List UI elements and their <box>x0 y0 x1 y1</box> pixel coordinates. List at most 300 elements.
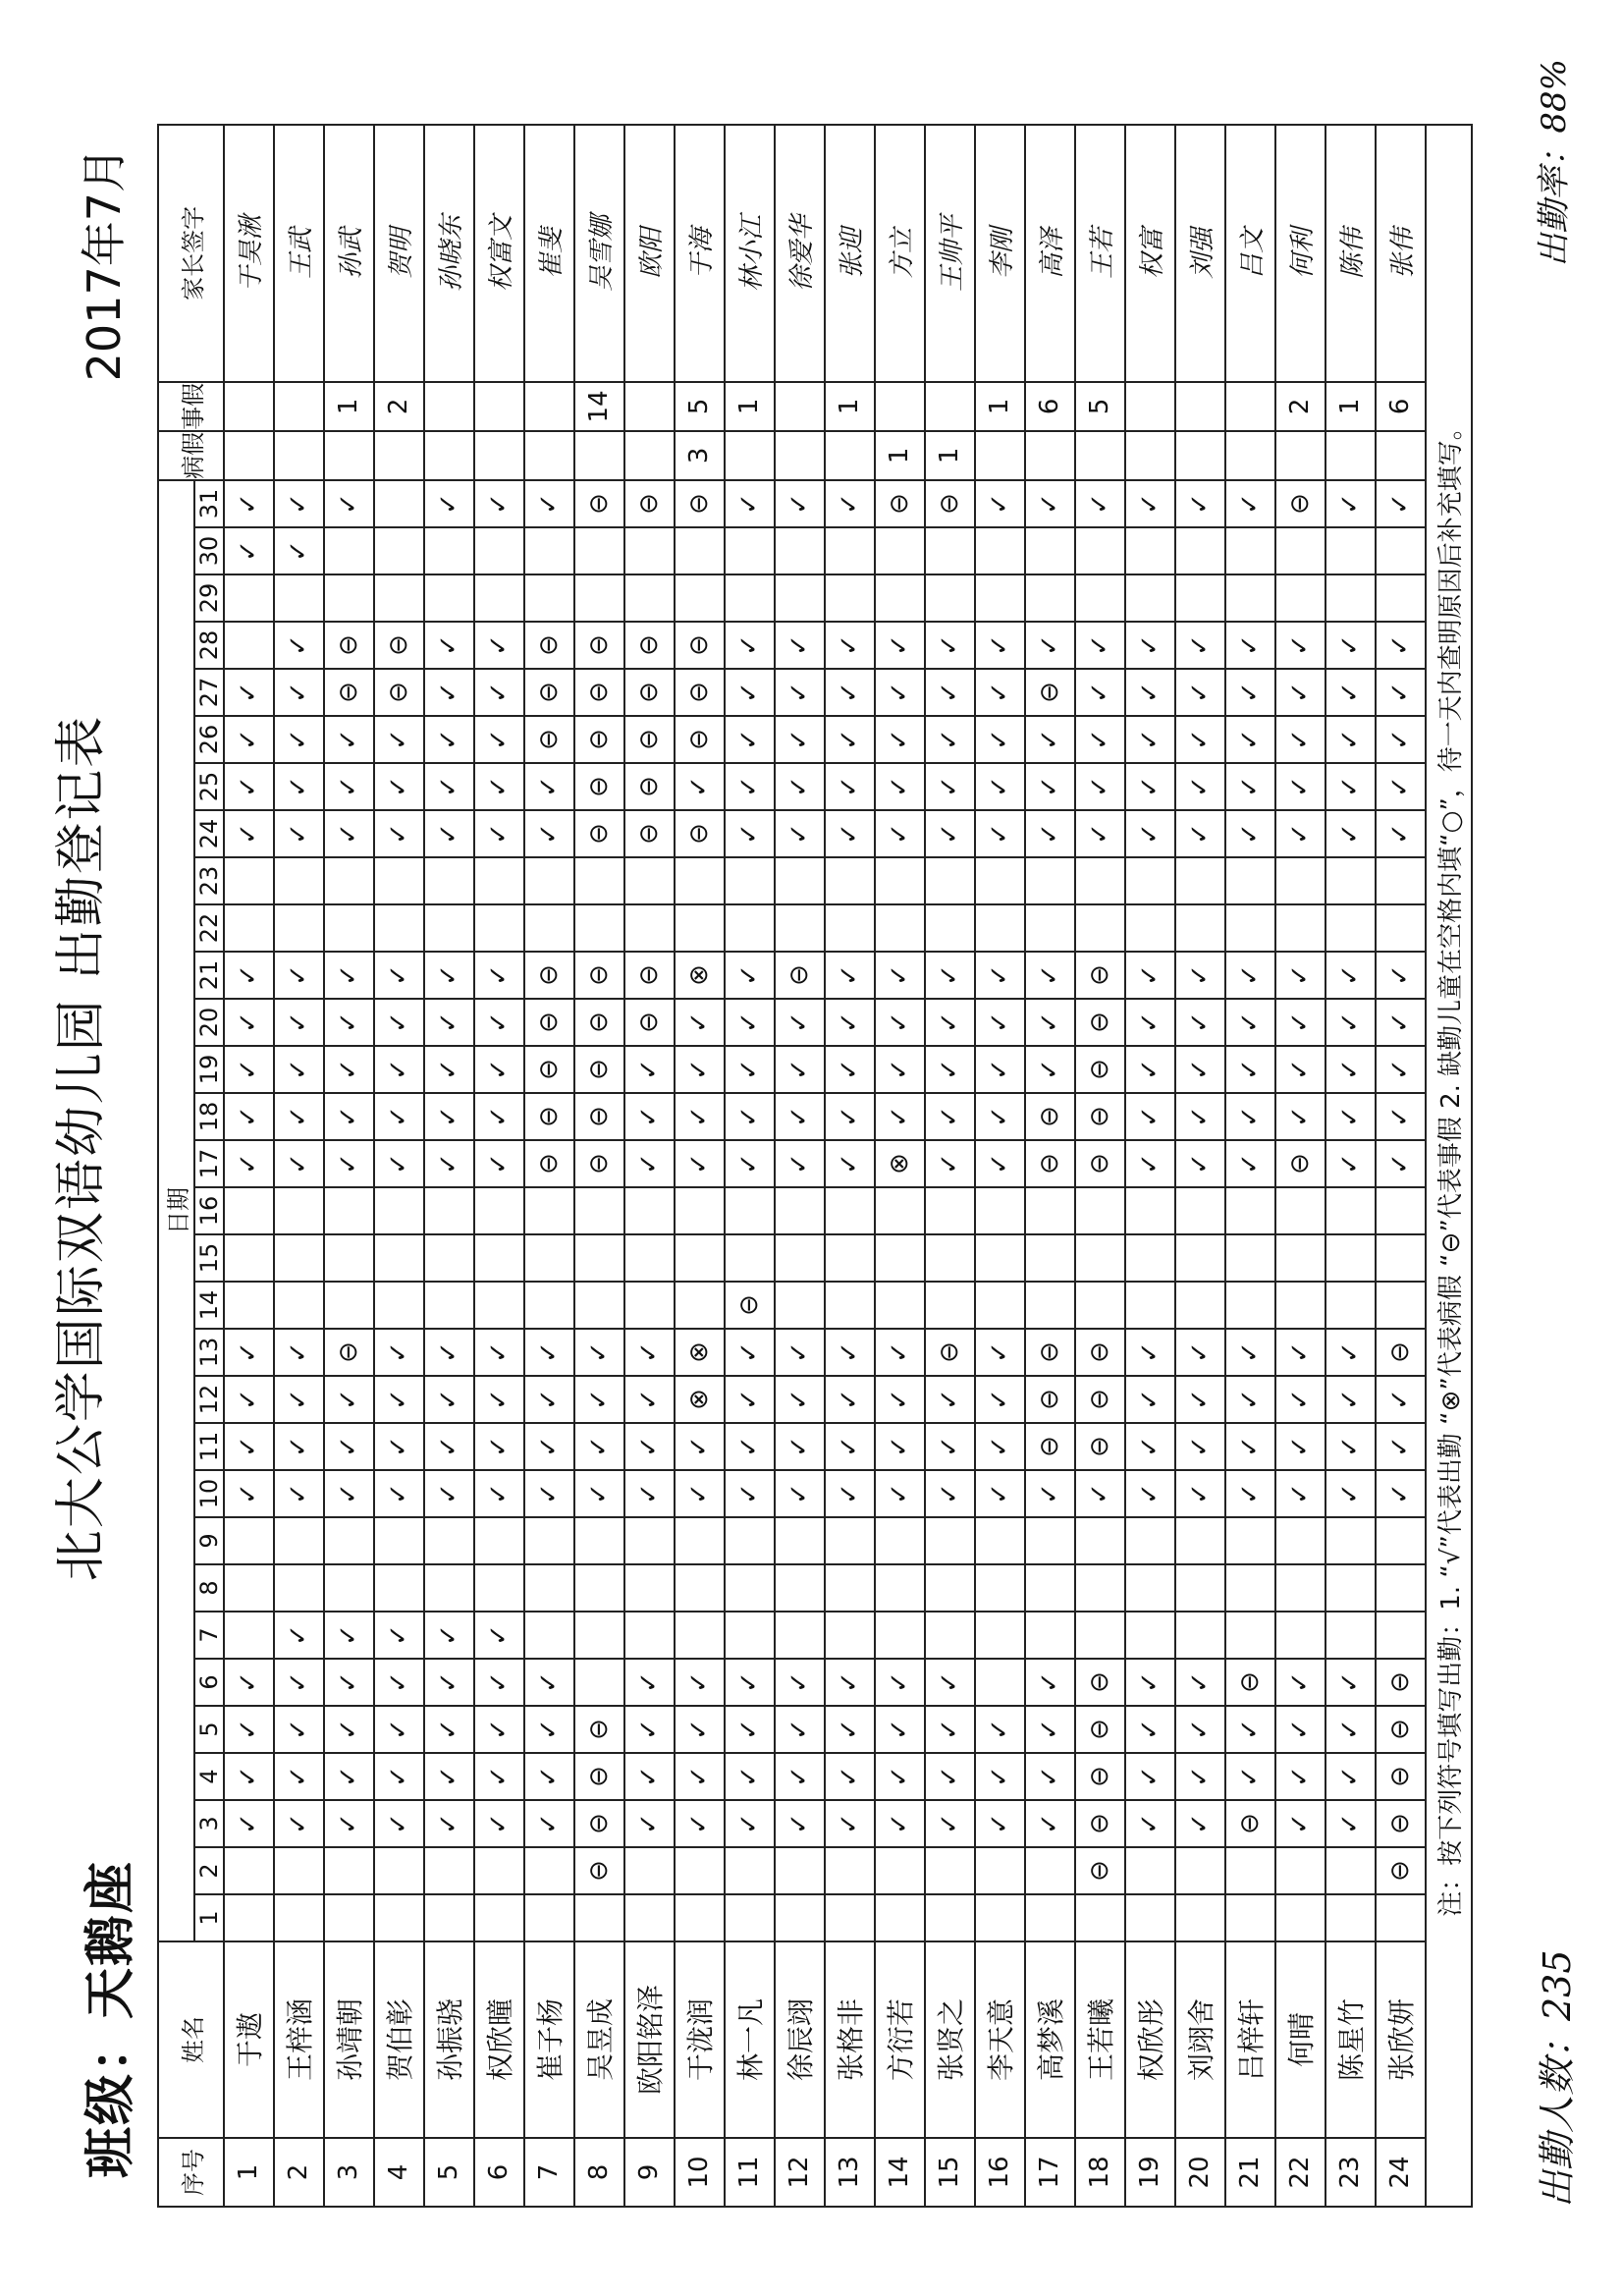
attendance-mark <box>274 1517 324 1564</box>
attendance-mark <box>725 1234 775 1282</box>
attendance-mark <box>825 1894 875 1941</box>
attendance-mark: ✓ <box>925 1706 975 1753</box>
attendance-mark: ✓ <box>324 1470 374 1517</box>
attendance-mark <box>675 1282 725 1329</box>
attendance-mark <box>1325 1234 1376 1282</box>
attendance-mark: ⊖ <box>624 622 675 669</box>
attendance-mark: ✓ <box>875 1423 925 1470</box>
attendance-mark <box>524 1847 574 1894</box>
attendance-mark: ✓ <box>374 1800 424 1847</box>
attendance-mark <box>825 904 875 952</box>
attendance-mark: ✓ <box>1075 716 1125 763</box>
attendance-mark: ✓ <box>1175 1376 1225 1423</box>
attendance-mark: ⊖ <box>524 716 574 763</box>
attendance-mark <box>524 1894 574 1941</box>
table-row <box>975 125 1025 2207</box>
attendance-mark: ✓ <box>624 1800 675 1847</box>
attendance-mark: ✓ <box>975 763 1025 810</box>
attendance-mark <box>725 857 775 904</box>
attendance-mark: ✓ <box>975 1423 1025 1470</box>
attendance-mark: ✓ <box>875 952 925 999</box>
attendance-mark <box>424 1517 474 1564</box>
attendance-mark: ✓ <box>975 1093 1025 1140</box>
attendance-mark: ✓ <box>1325 952 1376 999</box>
cell-seq: 2 <box>274 2138 324 2207</box>
attendance-mark <box>374 904 424 952</box>
attendance-mark: ✓ <box>374 1046 424 1093</box>
attendance-mark: ✓ <box>374 763 424 810</box>
attendance-mark <box>775 1282 825 1329</box>
col-header-day: 10 <box>194 1470 224 1517</box>
attendance-mark: ✓ <box>374 716 424 763</box>
attendance-mark <box>1376 1564 1426 1612</box>
cell-personal-leave <box>1225 382 1275 431</box>
attendance-mark: ✓ <box>775 1046 825 1093</box>
parent-signature: 王武 <box>274 125 324 382</box>
col-header-day: 9 <box>194 1517 224 1564</box>
attendance-mark: ✓ <box>324 480 374 527</box>
cell-name: 欧阳铭泽 <box>624 1941 675 2138</box>
attendance-mark <box>424 1564 474 1612</box>
attendance-mark: ⊖ <box>1376 1706 1426 1753</box>
attendance-mark: ✓ <box>975 1800 1025 1847</box>
attendance-mark: ✓ <box>875 1659 925 1706</box>
attendance-mark <box>875 904 925 952</box>
attendance-mark: ✓ <box>474 1376 524 1423</box>
attendance-mark: ✓ <box>675 1046 725 1093</box>
attendance-mark: ✓ <box>324 1612 374 1659</box>
attendance-mark: ✓ <box>474 1140 524 1187</box>
attendance-mark <box>574 1234 624 1282</box>
attendance-mark: ⊖ <box>624 716 675 763</box>
attendance-mark <box>1225 1847 1275 1894</box>
attendance-mark <box>624 527 675 574</box>
cell-sick-leave <box>975 431 1025 480</box>
attendance-mark: ✓ <box>925 1140 975 1187</box>
attendance-mark: ⊖ <box>725 1282 775 1329</box>
attendance-mark <box>675 1564 725 1612</box>
attendance-mark <box>925 1612 975 1659</box>
cell-seq: 15 <box>925 2138 975 2207</box>
attendance-mark: ✓ <box>1175 1706 1225 1753</box>
attendance-mark: ✓ <box>775 810 825 857</box>
attendance-mark <box>1275 1612 1325 1659</box>
cell-sick-leave <box>1075 431 1125 480</box>
cell-name: 张欣妍 <box>1376 1941 1426 2138</box>
attendance-mark <box>274 904 324 952</box>
attendance-mark: ✓ <box>1225 1753 1275 1800</box>
attendance-mark: ✓ <box>775 1140 825 1187</box>
cell-sick-leave <box>574 431 624 480</box>
attendance-mark <box>1025 1564 1075 1612</box>
attendance-mark <box>725 1612 775 1659</box>
attendance-mark <box>574 857 624 904</box>
attendance-mark <box>1376 1612 1426 1659</box>
attendance-mark: ✓ <box>274 952 324 999</box>
attendance-mark: ✓ <box>1075 669 1125 716</box>
attendance-mark <box>675 904 725 952</box>
attendance-mark: ✓ <box>925 952 975 999</box>
attendance-mark: ✓ <box>1325 1706 1376 1753</box>
attendance-mark <box>274 1234 324 1282</box>
attendance-mark <box>925 1564 975 1612</box>
attendance-mark: ⊖ <box>624 669 675 716</box>
attendance-mark: ✓ <box>725 1376 775 1423</box>
attendance-mark: ✓ <box>1125 669 1175 716</box>
attendance-mark <box>524 1187 574 1234</box>
attendance-mark: ✓ <box>1376 1376 1426 1423</box>
attendance-mark: ✓ <box>424 1140 474 1187</box>
attendance-mark: ✓ <box>1075 810 1125 857</box>
cell-personal-leave <box>875 382 925 431</box>
cell-name: 徐辰翊 <box>775 1941 825 2138</box>
cell-seq: 4 <box>374 2138 424 2207</box>
attendance-mark <box>1376 857 1426 904</box>
attendance-mark: ⊖ <box>1075 1753 1125 1800</box>
attendance-mark <box>775 1187 825 1234</box>
attendance-mark <box>675 1187 725 1234</box>
attendance-mark: ✓ <box>725 1800 775 1847</box>
cell-name: 张贤之 <box>925 1941 975 2138</box>
attendance-mark: ✓ <box>725 1093 775 1140</box>
attendance-mark <box>1275 1517 1325 1564</box>
attendance-mark: ✓ <box>324 1659 374 1706</box>
attendance-mark <box>1275 1187 1325 1234</box>
attendance-mark <box>1275 1282 1325 1329</box>
attendance-mark: ⊖ <box>1075 1140 1125 1187</box>
attendance-mark: ✓ <box>574 1376 624 1423</box>
attendance-mark <box>1376 574 1426 622</box>
cell-personal-leave: 5 <box>1075 382 1125 431</box>
attendance-mark: ✓ <box>1325 1423 1376 1470</box>
attendance-mark <box>324 527 374 574</box>
attendance-mark: ✓ <box>1225 952 1275 999</box>
attendance-mark: ✓ <box>1225 669 1275 716</box>
attendance-mark <box>825 1187 875 1234</box>
cell-seq: 20 <box>1175 2138 1225 2207</box>
cell-sick-leave <box>324 431 374 480</box>
attendance-mark: ✓ <box>274 999 324 1046</box>
cell-personal-leave: 1 <box>725 382 775 431</box>
attendance-mark: ✓ <box>975 1046 1025 1093</box>
attendance-mark <box>324 574 374 622</box>
parent-signature: 方立 <box>875 125 925 382</box>
attendance-mark <box>975 1894 1025 1941</box>
attendance-mark <box>925 1282 975 1329</box>
attendance-mark <box>574 1894 624 1941</box>
cell-personal-leave <box>1125 382 1175 431</box>
attendance-mark: ✓ <box>1275 716 1325 763</box>
attendance-mark: ✓ <box>725 999 775 1046</box>
cell-name: 崔子杨 <box>524 1941 574 2138</box>
attendance-mark: ✓ <box>725 1706 775 1753</box>
attendance-mark <box>274 574 324 622</box>
cell-personal-leave: 6 <box>1376 382 1426 431</box>
attendance-mark: ✓ <box>1275 622 1325 669</box>
attendance-mark: ✓ <box>1376 622 1426 669</box>
attendance-mark: ✓ <box>424 480 474 527</box>
col-header-day: 31 <box>194 480 224 527</box>
attendance-mark: ✓ <box>675 1470 725 1517</box>
attendance-mark <box>424 857 474 904</box>
cell-seq: 19 <box>1125 2138 1175 2207</box>
col-header-date-group: 日期 <box>158 480 194 1941</box>
parent-signature: 吴雪娜 <box>574 125 624 382</box>
attendance-mark: ✓ <box>725 1140 775 1187</box>
attendance-mark: ✓ <box>1275 810 1325 857</box>
attendance-mark <box>875 1517 925 1564</box>
col-header-day: 20 <box>194 999 224 1046</box>
attendance-mark: ✓ <box>1325 1046 1376 1093</box>
attendance-mark <box>875 1187 925 1234</box>
cell-sick-leave <box>1025 431 1075 480</box>
attendance-mark <box>825 1564 875 1612</box>
attendance-mark: ✓ <box>1325 480 1376 527</box>
cell-name: 吴昱成 <box>574 1941 624 2138</box>
col-header-day: 2 <box>194 1847 224 1894</box>
attendance-mark: ✓ <box>1175 1470 1225 1517</box>
attendance-mark: ✓ <box>324 1800 374 1847</box>
attendance-mark: ⊖ <box>925 480 975 527</box>
attendance-mark <box>1175 527 1225 574</box>
attendance-mark: ✓ <box>825 952 875 999</box>
attendance-mark: ⊖ <box>524 622 574 669</box>
attendance-mark: ✓ <box>1225 1140 1275 1187</box>
attendance-mark: ⊖ <box>574 1093 624 1140</box>
attendance-mark <box>424 1282 474 1329</box>
attendance-mark: ✓ <box>624 1046 675 1093</box>
cell-name: 王梓涵 <box>274 1941 324 2138</box>
attendance-mark <box>875 1894 925 1941</box>
attendance-mark: ✓ <box>474 999 524 1046</box>
parent-signature: 欧阳 <box>624 125 675 382</box>
cell-seq: 24 <box>1376 2138 1426 2207</box>
attendance-mark: ✓ <box>424 1046 474 1093</box>
attendance-mark <box>324 1282 374 1329</box>
cell-name: 吕梓轩 <box>1225 1941 1275 2138</box>
attendance-mark: ✓ <box>975 999 1025 1046</box>
attendance-mark: ✓ <box>725 810 775 857</box>
attendance-mark: ✓ <box>1175 763 1225 810</box>
attendance-mark <box>424 1847 474 1894</box>
attendance-mark <box>725 1187 775 1234</box>
cell-name: 贺伯彰 <box>374 1941 424 2138</box>
attendance-mark <box>524 1612 574 1659</box>
cell-personal-leave <box>224 382 274 431</box>
attendance-mark <box>1376 1234 1426 1282</box>
attendance-mark: ⊖ <box>1075 1706 1125 1753</box>
attendance-mark: ✓ <box>224 1376 274 1423</box>
parent-signature: 崔斐 <box>524 125 574 382</box>
col-header-day: 26 <box>194 716 224 763</box>
header-row-1 <box>158 125 194 2207</box>
attendance-mark <box>975 1847 1025 1894</box>
attendance-mark <box>624 1612 675 1659</box>
attendance-mark: ✓ <box>574 1329 624 1376</box>
attendance-mark: ✓ <box>975 1470 1025 1517</box>
attendance-mark <box>1075 1282 1125 1329</box>
attendance-mark: ✓ <box>1325 1329 1376 1376</box>
attendance-mark <box>1275 1894 1325 1941</box>
attendance-mark <box>274 1564 324 1612</box>
attendance-mark: ⊖ <box>1275 480 1325 527</box>
attendance-mark <box>675 1894 725 1941</box>
attendance-mark <box>875 1564 925 1612</box>
attendance-mark <box>825 527 875 574</box>
attendance-mark <box>1125 1564 1175 1612</box>
attendance-mark: ✓ <box>825 1659 875 1706</box>
col-header-day: 5 <box>194 1706 224 1753</box>
attendance-mark <box>725 1894 775 1941</box>
attendance-mark: ✓ <box>624 1140 675 1187</box>
attendance-mark: ✓ <box>825 1376 875 1423</box>
attendance-mark: ⊖ <box>574 669 624 716</box>
attendance-mark <box>1075 1564 1125 1612</box>
attendance-mark: ✓ <box>875 1093 925 1140</box>
attendance-mark <box>1125 1517 1175 1564</box>
attendance-mark: ✓ <box>1125 763 1175 810</box>
attendance-mark <box>224 574 274 622</box>
cell-seq: 7 <box>524 2138 574 2207</box>
attendance-mark: ✓ <box>224 1659 274 1706</box>
attendance-mark: ✓ <box>224 1470 274 1517</box>
attendance-mark <box>1225 1187 1275 1234</box>
attendance-mark: ✓ <box>224 1140 274 1187</box>
attendance-mark <box>474 904 524 952</box>
attendance-mark <box>775 527 825 574</box>
attendance-mark: ✓ <box>1325 1800 1376 1847</box>
attendance-mark <box>825 1517 875 1564</box>
cell-name: 高梦溪 <box>1025 1941 1075 2138</box>
attendance-mark <box>574 574 624 622</box>
table-row <box>775 125 825 2207</box>
attendance-mark: ✓ <box>1125 480 1175 527</box>
cell-personal-leave: 6 <box>1025 382 1075 431</box>
attendance-mark <box>1225 1612 1275 1659</box>
cell-seq: 17 <box>1025 2138 1075 2207</box>
attendance-mark: ⊖ <box>1025 1093 1075 1140</box>
attendance-mark: ✓ <box>374 999 424 1046</box>
cell-name: 李天意 <box>975 1941 1025 2138</box>
parent-signature: 孙晓东 <box>424 125 474 382</box>
attendance-mark: ✓ <box>825 810 875 857</box>
attendance-mark: ✓ <box>825 480 875 527</box>
attendance-mark: ✓ <box>424 1093 474 1140</box>
attendance-mark <box>624 904 675 952</box>
attendance-mark <box>1376 904 1426 952</box>
attendance-mark: ✓ <box>1376 952 1426 999</box>
attendance-mark: ✓ <box>1225 810 1275 857</box>
attendance-mark: ✓ <box>1175 480 1225 527</box>
attendance-mark: ✓ <box>224 1329 274 1376</box>
attendance-mark: ✓ <box>474 622 524 669</box>
col-header-day: 19 <box>194 1046 224 1093</box>
attendance-mark: ✓ <box>1325 1753 1376 1800</box>
attendance-mark: ✓ <box>274 527 324 574</box>
cell-name: 王若曦 <box>1075 1941 1125 2138</box>
attendance-mark <box>224 1894 274 1941</box>
cell-name: 刘翊舍 <box>1175 1941 1225 2138</box>
attendance-mark <box>1275 1847 1325 1894</box>
attendance-mark: ✓ <box>424 1470 474 1517</box>
attendance-mark <box>1175 1234 1225 1282</box>
attendance-mark: ⊖ <box>624 763 675 810</box>
attendance-mark <box>1225 1564 1275 1612</box>
attendance-mark <box>324 857 374 904</box>
attendance-mark <box>1275 574 1325 622</box>
col-header-day: 16 <box>194 1187 224 1234</box>
attendance-mark: ✓ <box>1175 1140 1225 1187</box>
attendance-mark: ✓ <box>1275 1423 1325 1470</box>
attendance-mark: ⊖ <box>1075 1800 1125 1847</box>
attendance-mark: ✓ <box>1325 716 1376 763</box>
attendance-mark <box>524 1282 574 1329</box>
attendance-mark: ✓ <box>825 716 875 763</box>
attendance-mark <box>624 574 675 622</box>
attendance-mark: ✓ <box>224 527 274 574</box>
attendance-mark <box>1125 574 1175 622</box>
attendance-mark: ✓ <box>825 622 875 669</box>
attendance-mark: ✓ <box>875 1046 925 1093</box>
attendance-mark <box>624 1564 675 1612</box>
parent-signature: 于海 <box>675 125 725 382</box>
attendance-mark <box>424 904 474 952</box>
attendance-mark <box>725 527 775 574</box>
cell-personal-leave <box>1175 382 1225 431</box>
attendance-mark <box>1376 1282 1426 1329</box>
col-header-day: 13 <box>194 1329 224 1376</box>
cell-personal-leave <box>624 382 675 431</box>
attendance-mark: ✓ <box>675 1800 725 1847</box>
attendance-mark: ✓ <box>1275 669 1325 716</box>
attendance-mark: ✓ <box>1125 1093 1175 1140</box>
col-header-day: 24 <box>194 810 224 857</box>
attendance-mark: ✓ <box>725 622 775 669</box>
attendance-mark: ✓ <box>1225 1046 1275 1093</box>
attendance-mark: ✓ <box>1275 1329 1325 1376</box>
attendance-mark: ✓ <box>1025 952 1075 999</box>
attendance-mark: ✓ <box>1175 1423 1225 1470</box>
attendance-mark <box>775 1234 825 1282</box>
attendance-mark <box>1175 1282 1225 1329</box>
cell-sick-leave <box>1175 431 1225 480</box>
attendance-mark <box>825 1282 875 1329</box>
attendance-mark <box>624 1894 675 1941</box>
cell-name: 张格非 <box>825 1941 875 2138</box>
note-row <box>1426 125 1472 2207</box>
attendance-mark <box>474 1282 524 1329</box>
attendance-mark: ✓ <box>725 1470 775 1517</box>
attendance-mark <box>1325 904 1376 952</box>
cell-name: 何晴 <box>1275 1941 1325 2138</box>
attendance-mark: ⊖ <box>1025 1423 1075 1470</box>
attendance-mark: ✓ <box>474 1659 524 1706</box>
attendance-mark: ✓ <box>925 622 975 669</box>
table-row <box>1125 125 1175 2207</box>
attendance-mark: ✓ <box>775 622 825 669</box>
attendance-mark <box>1175 1612 1225 1659</box>
attendance-mark: ⊖ <box>1075 1423 1125 1470</box>
attendance-mark <box>875 527 925 574</box>
attendance-mark: ⊖ <box>1376 1753 1426 1800</box>
attendance-mark: ✓ <box>374 1753 424 1800</box>
attendance-mark <box>374 1282 424 1329</box>
attendance-mark <box>1125 1612 1175 1659</box>
attendance-mark: ⊖ <box>574 1140 624 1187</box>
attendance-mark: ✓ <box>374 1612 424 1659</box>
cell-seq: 22 <box>1275 2138 1325 2207</box>
cell-seq: 1 <box>224 2138 274 2207</box>
